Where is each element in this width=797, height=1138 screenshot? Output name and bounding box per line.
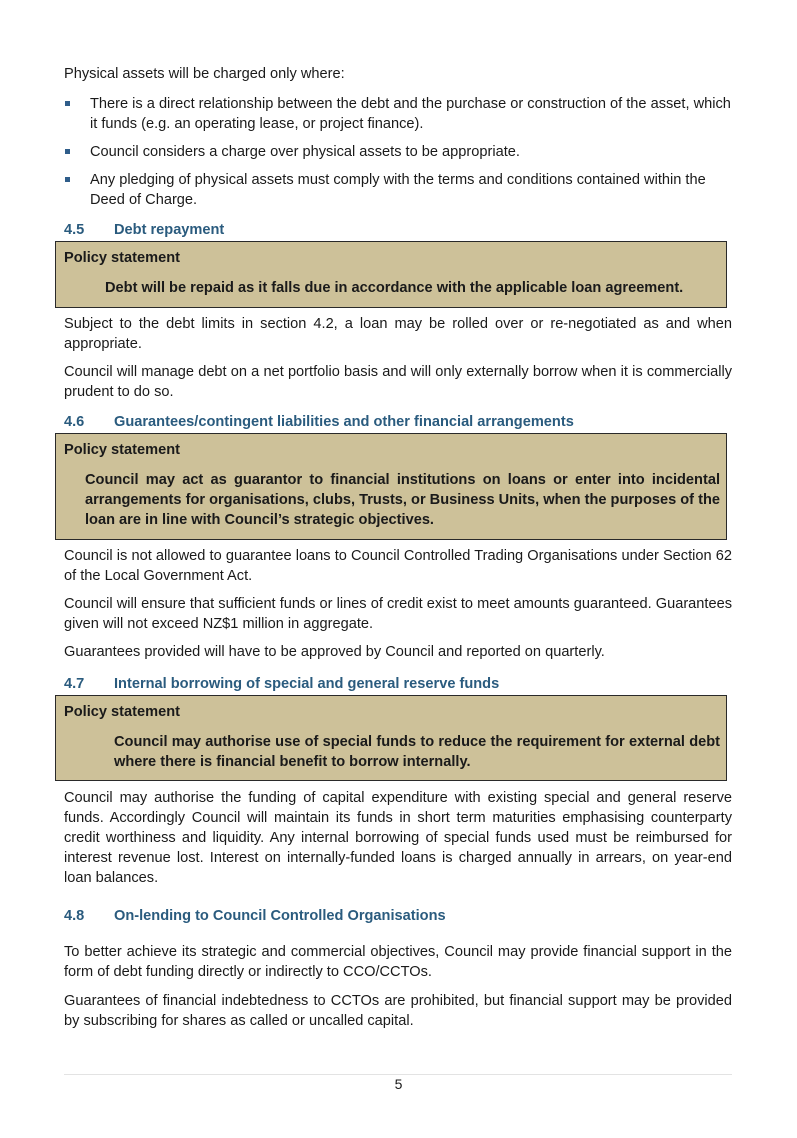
policy-text: Debt will be repaid as it falls due in accordance with the applicable loan agreement. <box>105 280 684 296</box>
intro-text: Physical assets will be charged only where: <box>64 66 345 82</box>
policy-text: Council may act as guarantor to financial institutions on loans or enter into incidental arrangements for organisations, clubs, Trusts, or Business Units, when the purposes of the loan are in line with Council’s strategic objectives. <box>85 472 720 528</box>
section-heading <box>64 220 224 240</box>
paragraph: Council is not allowed to guarantee loans to Council Controlled Trading Organisations under Section 62 of the Local Government Act. <box>64 548 732 584</box>
footer-divider <box>64 1074 732 1075</box>
section-number: 4.6 <box>64 414 85 430</box>
bullet-text: There is a direct relationship between the debt and the purchase or construction of the asset, which it funds (e.g. an operating lease, or project finance). <box>90 96 731 132</box>
page-number: 5 <box>394 1076 403 1092</box>
bullet-text: Any pledging of physical assets must comply with the terms and conditions contained within the Deed of Charge. <box>90 172 706 208</box>
list-item <box>64 170 732 210</box>
section-heading <box>64 412 574 432</box>
section-title: On-lending to Council Controlled Organisations <box>114 908 446 924</box>
section-title: Internal borrowing of special and general reserve funds <box>114 676 500 692</box>
section-title: Guarantees/contingent liabilities and other financial arrangements <box>114 414 574 430</box>
policy-text: Council may authorise use of special funds to reduce the requirement for external debt where there is financial benefit to borrow internally. <box>114 734 720 770</box>
policy-label: Policy statement <box>64 704 180 720</box>
paragraph: Guarantees of financial indebtedness to CCTOs are prohibited, but financial support may be provided by subscribing for shares as called or uncalled capital. <box>64 993 732 1029</box>
section-body <box>64 314 732 402</box>
policy-label: Policy statement <box>64 442 180 458</box>
paragraph: Council will ensure that sufficient funds or lines of credit exist to meet amounts guaranteed. Guarantees given will not exceed NZ$1 million in aggregate. <box>64 596 732 632</box>
section-body <box>64 546 732 662</box>
policy-statement-box <box>55 695 727 781</box>
section-heading <box>64 906 446 926</box>
paragraph: Council may authorise the funding of capital expenditure with existing special and general reserve funds. Accordingly Council will maintain its funds in short term maturities emphasising counterparty credit worthiness and liquidity. Any internal borrowing of special funds used must be reimbursed for interest revenue lost. Interest on internally-funded loans is charged annually in arrears, on year-end loan balances. <box>64 790 732 886</box>
bullet-square-icon <box>65 149 70 154</box>
section-title: Debt repayment <box>114 222 225 238</box>
section-body <box>64 788 732 888</box>
section-number: 4.7 <box>64 676 85 692</box>
section-number: 4.5 <box>64 222 85 238</box>
section-number: 4.8 <box>64 908 85 924</box>
section-heading <box>64 674 499 694</box>
paragraph: Subject to the debt limits in section 4.2, a loan may be rolled over or re-negotiated as and when appropriate. <box>64 316 732 352</box>
policy-statement-box <box>55 241 727 308</box>
policy-label: Policy statement <box>64 250 180 266</box>
section-body <box>64 942 732 1031</box>
bullet-list <box>64 94 732 210</box>
paragraph: Guarantees provided will have to be approved by Council and reported on quarterly. <box>64 644 605 660</box>
bullet-square-icon <box>65 101 70 106</box>
list-item <box>64 94 732 134</box>
policy-statement-box <box>55 433 727 540</box>
bullet-square-icon <box>65 177 70 182</box>
bullet-text: Council considers a charge over physical assets to be appropriate. <box>90 144 520 160</box>
paragraph: Council will manage debt on a net portfolio basis and will only externally borrow when it is commercially prudent to do so. <box>64 364 732 400</box>
paragraph: To better achieve its strategic and commercial objectives, Council may provide financial support in the form of debt funding directly or indirectly to CCO/CCTOs. <box>64 944 732 980</box>
list-item <box>64 142 732 162</box>
